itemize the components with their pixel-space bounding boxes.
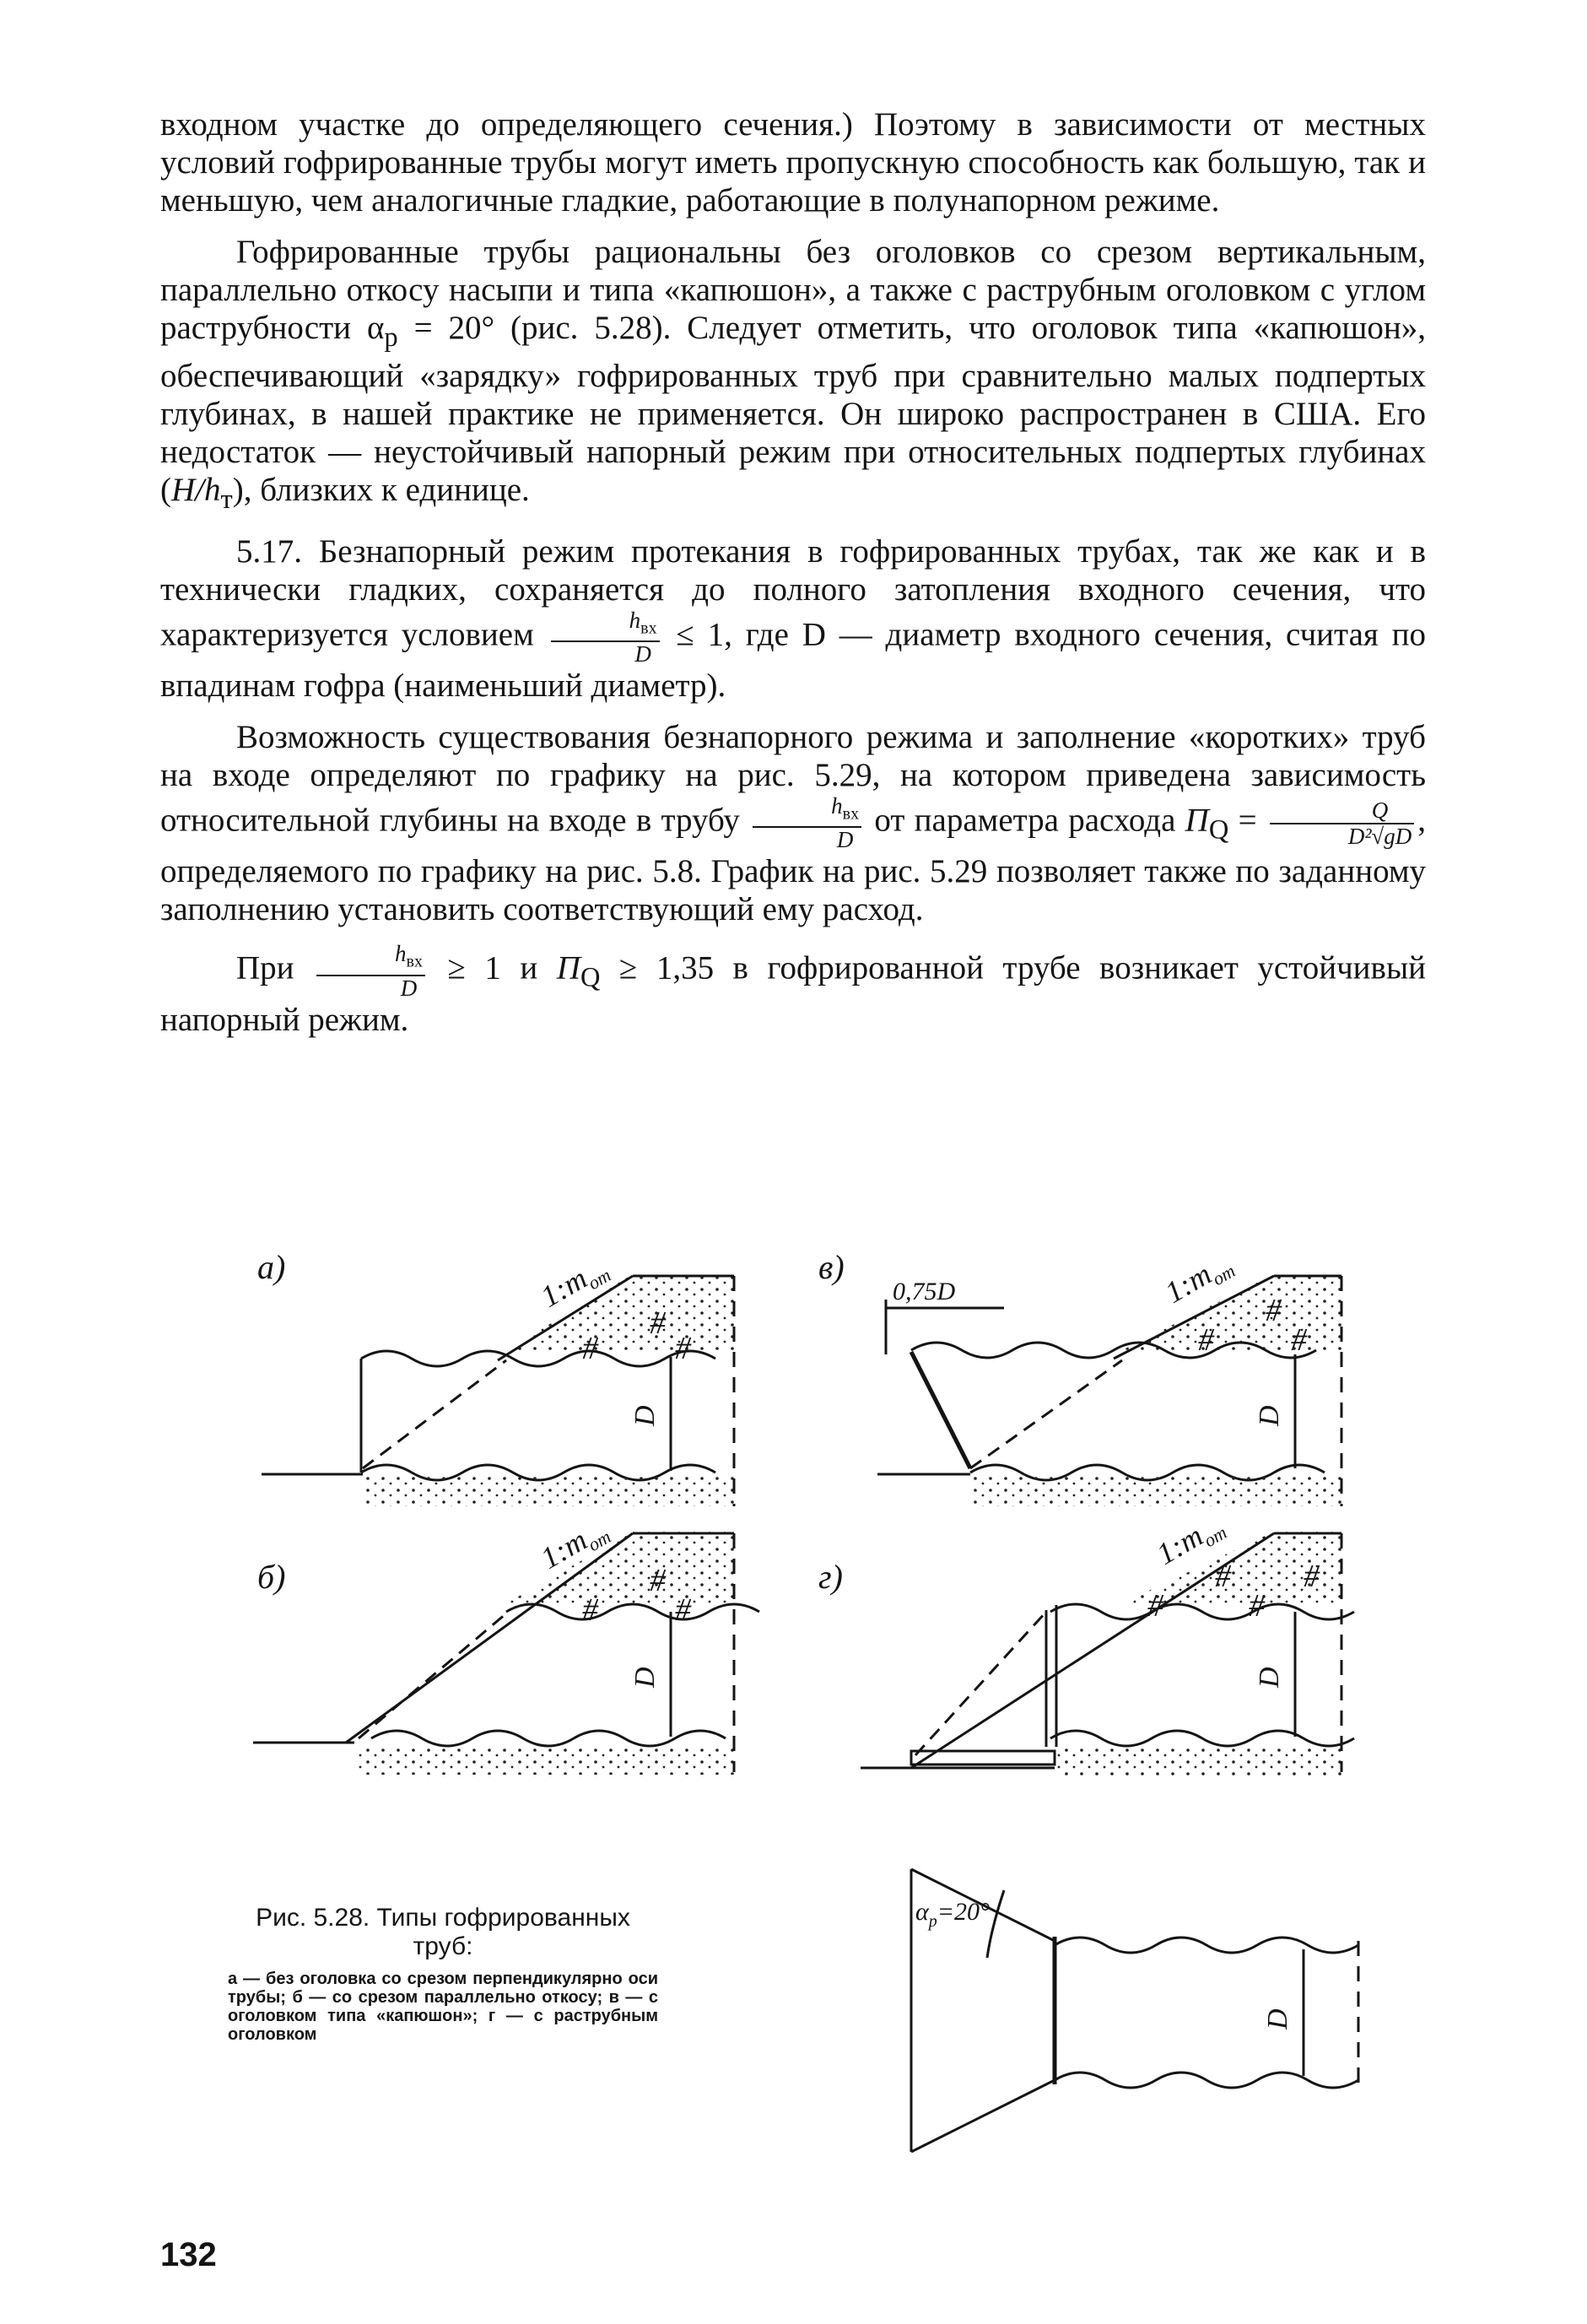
pipe-top-corrugation xyxy=(506,1604,759,1619)
hood-dimension-label: 0,75D xyxy=(893,1278,956,1305)
figure-label-g: г) xyxy=(818,1558,843,1596)
body-text xyxy=(160,105,1426,1039)
embankment-hatch-mark: # xyxy=(1266,1293,1282,1328)
diameter-label-plan: D xyxy=(1262,2008,1293,2029)
figure-drawings xyxy=(0,1215,1587,2211)
diameter-label-v: D xyxy=(1254,1405,1285,1426)
flare-top-line xyxy=(915,1612,1046,1755)
slope-projection-line xyxy=(970,1360,1122,1468)
fraction-flow-parameter: $\frac{Q}{\text{D²√gD}}$ xyxy=(1270,798,1414,849)
slope-label-g: $1:m_{от}$ xyxy=(1151,1518,1231,1571)
embankment-hatch-mark: # xyxy=(1249,1588,1265,1624)
pipe-bottom-corrugation xyxy=(1050,1731,1354,1746)
slope-projection-line xyxy=(359,1613,506,1738)
angle-arc xyxy=(987,1890,1004,1958)
figure-5-28 xyxy=(0,1215,1587,2211)
embankment-hatch-mark: # xyxy=(1215,1559,1231,1594)
page-number: 132 xyxy=(160,2236,217,2273)
pipe-top-corrugation xyxy=(1055,1938,1358,1953)
figure-b-drawing xyxy=(253,1532,759,1775)
ground-fill xyxy=(970,1477,1341,1506)
embankment-hatch-mark: # xyxy=(650,1563,666,1598)
pipe-top-corrugation xyxy=(361,1351,715,1366)
embankment-hatch-mark: # xyxy=(582,1592,598,1628)
embankment-hatch-mark: # xyxy=(1198,1322,1214,1358)
figure-caption xyxy=(228,1904,658,2044)
paragraph-3: 5.17. Безнапорный режим протекания в гофрированных трубах, так же как и в технически гладких, сохраняется до полного затопления входного сечения, что характеризуется условием $\frac{h_{вх}}{D}$ ≤ 1, где D — диаметр входного сечения, считая по впадинам гофра (наименьший диаметр). xyxy=(160,532,1427,704)
caption-title: Рис. 5.28. Типы гофрированных труб: xyxy=(256,1904,630,1960)
flare-angle-label: $\alpha_р=20^\circ$ xyxy=(915,1898,990,1931)
slope-label-v: $1:m_{от}$ xyxy=(1159,1257,1239,1310)
paragraph-4: Возможность существования безнапорного режима и заполнение «коротких» труб на входе определяют по графику на рис. 5.29, на котором приведена зависимость относительной глубины на входе в трубу $\frac{h_{вх}}{D}$ от параметра расхода $\Pi_Q$ = $\frac{Q}{\text{D²√gD}}$ , определяемого по графику на рис. 5.8. График на рис. 5.29 позволяет также по заданному заполнению установить соответствующий ему расход. xyxy=(160,718,1427,928)
flare-lower-wall xyxy=(911,2080,1055,2152)
hood-edge xyxy=(911,1352,970,1468)
paragraph-1: входном участке до определяющего сечения.) Поэтому в зависимости от местных условий гофрированные трубы могут иметь пропускную способность как большую, так и меньшую, чем аналогичные гладкие, работающие в полунапорном режиме. xyxy=(160,106,1426,219)
fraction-h-over-d: $\frac{h_{вх}}{D}$ xyxy=(551,608,660,667)
pipe-top-corrugation xyxy=(1050,1604,1354,1619)
pipe-bottom-corrugation xyxy=(1055,2073,1358,2088)
figure-label-b: б) xyxy=(257,1558,286,1596)
slope-projection-line xyxy=(363,1360,506,1468)
diameter-label-a: D xyxy=(629,1405,661,1426)
slope-label-b: $1:m_{от}$ xyxy=(535,1522,615,1575)
paragraph-2: Гофрированные трубы рациональны без оголовков со срезом вертикальным, параллельно откосу насыпи и типа «капюшон», а также с раструбным оголовком с углом раструбности $\alpha_р = 20^\circ$ (рис. 5.28). Следует отметить, что оголовок типа «капюшон», обеспечивающий «зарядку» гофрированных труб при сравнительно малых подпертых глубинах, в нашей практике не применяется. Он широко распространен в США. Его недостаток — неустойчивый напорный режим при относительных подпертых глубинах $(H/h_т)$, близких к единице. xyxy=(160,234,1426,515)
embankment-hatch-mark: # xyxy=(650,1305,666,1341)
embankment-hatch-mark: # xyxy=(582,1331,598,1366)
figure-label-a: а) xyxy=(257,1248,286,1286)
figure-g-drawing xyxy=(861,1532,1354,1776)
fraction-h-over-d: $\frac{h_{вх}}{D}$ xyxy=(316,942,425,1000)
pipe-bottom-corrugation xyxy=(371,1731,726,1746)
embankment-hatch-mark: # xyxy=(1291,1322,1307,1358)
embankment-fill xyxy=(1122,1274,1341,1350)
diameter-label-b: D xyxy=(629,1667,661,1688)
slope-label-a: $1:m_{от}$ xyxy=(535,1261,615,1314)
ground-fill xyxy=(354,1745,734,1775)
ground-fill xyxy=(1055,1747,1341,1776)
embankment-slope-line xyxy=(346,1533,633,1743)
figure-label-v: в) xyxy=(818,1248,845,1286)
embankment-hatch-mark: # xyxy=(1147,1588,1163,1624)
embankment-hatch-mark: # xyxy=(675,1592,691,1628)
fraction-h-over-d: $\frac{h_{вх}}{D}$ xyxy=(753,794,861,852)
ground-fill xyxy=(363,1477,734,1506)
embankment-hatch-mark: # xyxy=(1304,1559,1320,1594)
caption-description: а — без оголовка со срезом перпендикулярно оси трубы; б — со срезом параллельно откосу; в — с оголовком типа «капюшон»; г — с раструбным оголовком xyxy=(228,1970,658,2044)
paragraph-5: При $\frac{h_{вх}}{D}$ ≥ 1 и $\Pi_Q \ge 1,35$ в гофрированной трубе возникает устойчивый напорный режим. xyxy=(160,941,1427,1038)
embankment-hatch-mark: # xyxy=(675,1331,691,1366)
diameter-label-g: D xyxy=(1254,1667,1285,1688)
